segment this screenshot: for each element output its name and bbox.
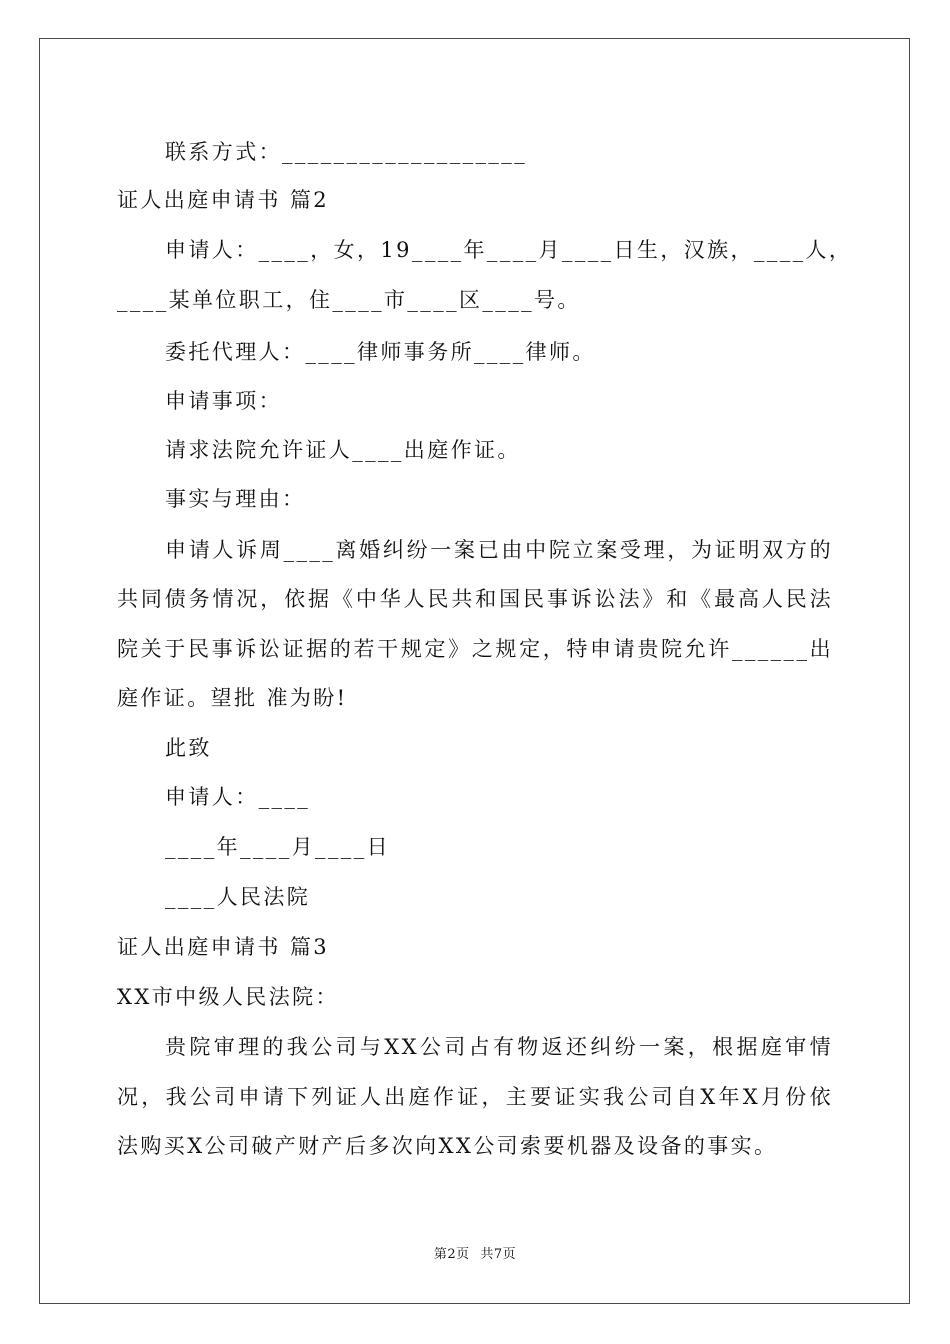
agent-line: 委托代理人：____律师事务所____律师。 <box>165 340 596 364</box>
facts-paragraph-line-3: 院关于民事诉讼证据的若干规定》之规定，特申请贵院允许______出 <box>117 637 833 661</box>
facts-paragraph-line-1: 申请人诉周____离婚纠纷一案已由中院立案受理，为证明双方的 <box>165 538 833 562</box>
section-heading-2: 证人出庭申请书 篇2 <box>117 188 330 212</box>
request-item-line: 请求法院允许证人____出庭作证。 <box>165 438 521 462</box>
body-paragraph-line-3: 法购买X公司破产财产后多次向XX公司索要机器及设备的事实。 <box>117 1134 778 1158</box>
signature-date: ____年____月____日 <box>165 835 390 859</box>
page-border <box>39 38 910 1304</box>
signature-applicant: 申请人：____ <box>165 785 311 809</box>
section-heading-3: 证人出庭申请书 篇3 <box>117 935 330 959</box>
salutation: 此致 <box>165 736 212 760</box>
applicant-line-2: ____某单位职工，住____市____区____号。 <box>117 288 581 312</box>
body-paragraph-line-1: 贵院审理的我公司与XX公司占有物返还纠纷一案，根据庭审情 <box>165 1035 833 1059</box>
facts-reasons-heading: 事实与理由： <box>165 487 306 511</box>
facts-paragraph-line-4: 庭作证。望批 准为盼! <box>117 686 348 710</box>
applicant-line-1: 申请人：____，女，19____年____月____日生，汉族，____人， <box>165 238 853 262</box>
court-addressee: ____人民法院 <box>165 885 311 909</box>
request-items-heading: 申请事项： <box>165 389 282 413</box>
body-paragraph-line-2: 况，我公司申请下列证人出庭作证，主要证实我公司自X年X月份依 <box>117 1085 833 1109</box>
facts-paragraph-line-2: 共同债务情况，依据《中华人民共和国民事诉讼法》和《最高人民法 <box>117 587 833 611</box>
contact-line: 联系方式：___________________ <box>165 140 528 164</box>
total-pages: 共7页 <box>480 1247 517 1262</box>
current-page-number: 第2页 <box>433 1247 470 1262</box>
page-footer <box>0 1246 950 1264</box>
court-recipient: XX市中级人民法院： <box>117 985 339 1009</box>
